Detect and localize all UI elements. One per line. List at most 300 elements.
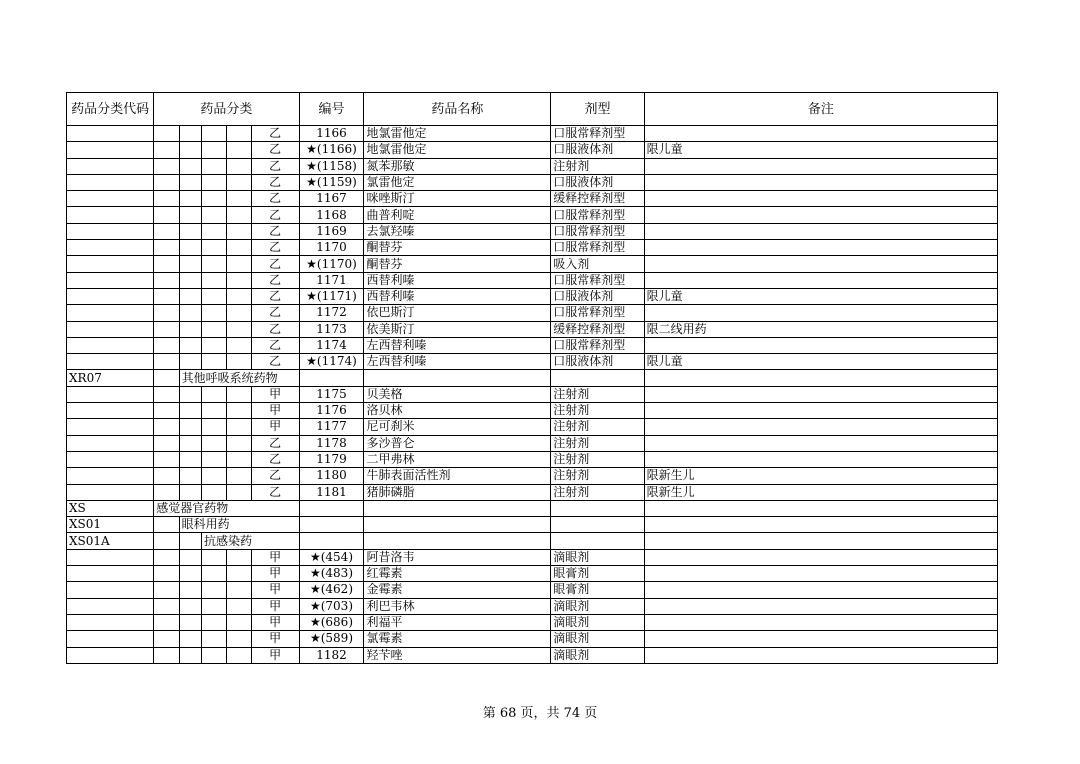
cell-l1 — [154, 435, 179, 451]
table-row — [67, 419, 998, 435]
cell-l4 — [227, 142, 251, 158]
cell-name: 去氯羟嗪 — [364, 223, 551, 239]
cell-name: 左西替利嗪 — [364, 337, 551, 353]
cell-no: 1172 — [299, 305, 364, 321]
cell-remark: 限儿童 — [644, 142, 997, 158]
cell-form: 口服常释剂型 — [551, 305, 644, 321]
cell-l3 — [202, 223, 227, 239]
table-row — [67, 451, 998, 467]
table-row — [67, 305, 998, 321]
cell-l2 — [179, 142, 201, 158]
cell-remark — [644, 126, 997, 142]
table-row — [67, 240, 998, 256]
cell-name — [364, 370, 551, 386]
cell-no: ★(1158) — [299, 158, 364, 174]
cell-l1 — [154, 158, 179, 174]
cell-l2 — [179, 549, 201, 565]
cell-cls: 乙 — [251, 207, 299, 223]
cell-remark — [644, 500, 997, 516]
cell-cls: 甲 — [251, 403, 299, 419]
cell-l2 — [179, 451, 201, 467]
cell-l3 — [202, 305, 227, 321]
page-number: 第 68 页，共 74 页 — [482, 706, 598, 721]
cell-l3 — [202, 647, 227, 663]
cell-l1 — [154, 305, 179, 321]
cell-cls: 乙 — [251, 288, 299, 304]
cell-l3 — [202, 403, 227, 419]
cell-remark: 限新生儿 — [644, 468, 997, 484]
cell-l3 — [202, 142, 227, 158]
cell-code — [67, 582, 154, 598]
cell-l4 — [227, 354, 251, 370]
cell-no: 1179 — [299, 451, 364, 467]
cell-no: 1171 — [299, 272, 364, 288]
cell-l2 — [179, 305, 201, 321]
cell-no — [299, 517, 364, 533]
cell-cls: 乙 — [251, 451, 299, 467]
cell-name: 利福平 — [364, 614, 551, 630]
cell-form: 口服常释剂型 — [551, 207, 644, 223]
cell-l2 — [179, 614, 201, 630]
cell-cls: 甲 — [251, 614, 299, 630]
cell-cls: 乙 — [251, 321, 299, 337]
table-row — [67, 500, 998, 516]
cell-l4 — [227, 451, 251, 467]
cell-l1 — [154, 191, 179, 207]
cell-name: 左西替利嗪 — [364, 354, 551, 370]
cell-l4 — [227, 386, 251, 402]
cell-code — [67, 223, 154, 239]
cell-cls: 乙 — [251, 272, 299, 288]
cell-l3 — [202, 598, 227, 614]
cell-code: XR07 — [67, 370, 154, 386]
cell-l1: 感觉器官药物 — [154, 500, 299, 516]
table-row — [67, 435, 998, 451]
cell-form — [551, 500, 644, 516]
cell-code — [67, 256, 154, 272]
cell-name: 尼可刹米 — [364, 419, 551, 435]
cell-remark — [644, 174, 997, 190]
cell-no: 1169 — [299, 223, 364, 239]
cell-l4 — [227, 305, 251, 321]
cell-l4 — [227, 614, 251, 630]
table-row — [67, 631, 998, 647]
cell-l2 — [179, 354, 201, 370]
cell-l1 — [154, 240, 179, 256]
cell-no: 1167 — [299, 191, 364, 207]
table-row — [67, 533, 998, 549]
table-row — [67, 614, 998, 630]
cell-cls: 乙 — [251, 223, 299, 239]
cell-name: 利巴韦林 — [364, 598, 551, 614]
cell-remark — [644, 370, 997, 386]
cell-no — [299, 533, 364, 549]
cell-form: 眼膏剂 — [551, 566, 644, 582]
cell-l3 — [202, 174, 227, 190]
cell-l1 — [154, 647, 179, 663]
table-row — [67, 288, 998, 304]
table-row — [67, 370, 998, 386]
cell-cls: 乙 — [251, 191, 299, 207]
cell-name: 氯雷他定 — [364, 174, 551, 190]
cell-form: 口服液体剂 — [551, 174, 644, 190]
cell-cls: 甲 — [251, 598, 299, 614]
cell-remark — [644, 272, 997, 288]
cell-remark — [644, 582, 997, 598]
cell-remark — [644, 305, 997, 321]
cell-no: 1173 — [299, 321, 364, 337]
cell-l2 — [179, 126, 201, 142]
cell-code: XS — [67, 500, 154, 516]
cell-form: 注射剂 — [551, 158, 644, 174]
cell-l2 — [179, 158, 201, 174]
cell-no — [299, 370, 364, 386]
cell-form: 注射剂 — [551, 435, 644, 451]
cell-l3 — [202, 386, 227, 402]
table-row — [67, 354, 998, 370]
cell-form: 眼膏剂 — [551, 582, 644, 598]
header-number: 编号 — [299, 93, 364, 126]
cell-form: 注射剂 — [551, 403, 644, 419]
cell-form: 滴眼剂 — [551, 614, 644, 630]
cell-form: 注射剂 — [551, 468, 644, 484]
cell-l1 — [154, 321, 179, 337]
cell-name: 氮苯那敏 — [364, 158, 551, 174]
cell-form: 注射剂 — [551, 484, 644, 500]
cell-cls: 乙 — [251, 305, 299, 321]
cell-l3 — [202, 566, 227, 582]
cell-cls: 甲 — [251, 386, 299, 402]
table-row — [67, 549, 998, 565]
cell-code — [67, 549, 154, 565]
cell-code — [67, 419, 154, 435]
cell-l4 — [227, 240, 251, 256]
header-category: 药品分类 — [154, 93, 299, 126]
cell-l3 — [202, 272, 227, 288]
cell-remark: 限新生儿 — [644, 484, 997, 500]
cell-code — [67, 142, 154, 158]
cell-l1 — [154, 582, 179, 598]
cell-l4 — [227, 337, 251, 353]
cell-code — [67, 337, 154, 353]
drug-catalog-table — [66, 92, 998, 664]
cell-l4 — [227, 598, 251, 614]
cell-code — [67, 484, 154, 500]
cell-cls: 乙 — [251, 174, 299, 190]
cell-l2 — [179, 582, 201, 598]
cell-cls: 乙 — [251, 158, 299, 174]
cell-l2 — [179, 191, 201, 207]
cell-form: 滴眼剂 — [551, 598, 644, 614]
cell-name: 金霉素 — [364, 582, 551, 598]
cell-no: 1166 — [299, 126, 364, 142]
cell-l1 — [154, 517, 179, 533]
cell-cls: 甲 — [251, 647, 299, 663]
cell-cls: 乙 — [251, 142, 299, 158]
table-row — [67, 272, 998, 288]
table-row — [67, 142, 998, 158]
cell-l1 — [154, 207, 179, 223]
cell-no: ★(1166) — [299, 142, 364, 158]
cell-l2 — [179, 386, 201, 402]
cell-l3 — [202, 435, 227, 451]
cell-no: 1170 — [299, 240, 364, 256]
table-row — [67, 517, 998, 533]
table-row — [67, 598, 998, 614]
cell-form: 滴眼剂 — [551, 631, 644, 647]
cell-name: 咪唑斯汀 — [364, 191, 551, 207]
table-row — [67, 484, 998, 500]
header-remark: 备注 — [644, 93, 997, 126]
cell-code — [67, 647, 154, 663]
cell-no: 1168 — [299, 207, 364, 223]
cell-l1 — [154, 256, 179, 272]
cell-name: 曲普利啶 — [364, 207, 551, 223]
cell-no: ★(1171) — [299, 288, 364, 304]
cell-form: 口服常释剂型 — [551, 337, 644, 353]
cell-remark — [644, 386, 997, 402]
cell-code — [67, 468, 154, 484]
table-row — [67, 647, 998, 663]
table-row — [67, 403, 998, 419]
cell-l4 — [227, 582, 251, 598]
cell-remark — [644, 207, 997, 223]
table-body — [67, 126, 998, 664]
cell-l2 — [179, 533, 201, 549]
cell-no: ★(1159) — [299, 174, 364, 190]
table-row — [67, 256, 998, 272]
cell-cls: 甲 — [251, 631, 299, 647]
cell-form: 口服常释剂型 — [551, 272, 644, 288]
cell-l3 — [202, 419, 227, 435]
cell-cls: 甲 — [251, 549, 299, 565]
cell-l1 — [154, 126, 179, 142]
cell-remark — [644, 435, 997, 451]
cell-code — [67, 614, 154, 630]
cell-code — [67, 272, 154, 288]
cell-remark — [644, 549, 997, 565]
cell-code — [67, 598, 154, 614]
cell-code — [67, 321, 154, 337]
cell-l1 — [154, 451, 179, 467]
cell-l1 — [154, 631, 179, 647]
cell-cls: 乙 — [251, 468, 299, 484]
cell-form: 注射剂 — [551, 451, 644, 467]
cell-form: 滴眼剂 — [551, 647, 644, 663]
cell-no: 1180 — [299, 468, 364, 484]
cell-no: 1175 — [299, 386, 364, 402]
cell-cls: 乙 — [251, 435, 299, 451]
cell-l4 — [227, 566, 251, 582]
cell-l1 — [154, 533, 179, 549]
cell-form — [551, 533, 644, 549]
cell-remark — [644, 191, 997, 207]
cell-l2 — [179, 419, 201, 435]
table-row — [67, 321, 998, 337]
cell-name: 氯霉素 — [364, 631, 551, 647]
cell-l2: 其他呼吸系统药物 — [179, 370, 299, 386]
cell-l4 — [227, 647, 251, 663]
cell-l4 — [227, 419, 251, 435]
table-row — [67, 582, 998, 598]
cell-form: 口服液体剂 — [551, 288, 644, 304]
cell-name: 羟苄唑 — [364, 647, 551, 663]
cell-l2 — [179, 240, 201, 256]
table-row — [67, 191, 998, 207]
cell-l3 — [202, 451, 227, 467]
cell-no: ★(589) — [299, 631, 364, 647]
cell-no: ★(462) — [299, 582, 364, 598]
cell-l2 — [179, 566, 201, 582]
cell-remark — [644, 223, 997, 239]
cell-form: 口服常释剂型 — [551, 240, 644, 256]
cell-l2: 眼科用药 — [179, 517, 299, 533]
cell-l4 — [227, 158, 251, 174]
cell-no: ★(1170) — [299, 256, 364, 272]
cell-remark — [644, 517, 997, 533]
cell-name: 猪肺磷脂 — [364, 484, 551, 500]
cell-code — [67, 566, 154, 582]
cell-l3 — [202, 582, 227, 598]
cell-remark — [644, 647, 997, 663]
cell-l3 — [202, 240, 227, 256]
cell-l1 — [154, 288, 179, 304]
cell-l2 — [179, 435, 201, 451]
cell-l4 — [227, 126, 251, 142]
table-row — [67, 337, 998, 353]
cell-l2 — [179, 647, 201, 663]
cell-no: 1178 — [299, 435, 364, 451]
cell-l1 — [154, 598, 179, 614]
cell-l1 — [154, 484, 179, 500]
cell-remark — [644, 158, 997, 174]
cell-name — [364, 533, 551, 549]
cell-code — [67, 207, 154, 223]
header-name: 药品名称 — [364, 93, 551, 126]
cell-l4 — [227, 256, 251, 272]
cell-l2 — [179, 468, 201, 484]
cell-name: 贝美格 — [364, 386, 551, 402]
cell-remark — [644, 566, 997, 582]
cell-l3 — [202, 354, 227, 370]
cell-l3 — [202, 256, 227, 272]
cell-l2 — [179, 484, 201, 500]
cell-form: 缓释控释剂型 — [551, 191, 644, 207]
cell-form: 口服常释剂型 — [551, 223, 644, 239]
cell-code — [67, 288, 154, 304]
cell-l2 — [179, 272, 201, 288]
cell-l2 — [179, 337, 201, 353]
cell-code — [67, 354, 154, 370]
cell-l1 — [154, 370, 179, 386]
table-row — [67, 158, 998, 174]
cell-code — [67, 191, 154, 207]
cell-l1 — [154, 142, 179, 158]
cell-remark — [644, 451, 997, 467]
cell-l4 — [227, 468, 251, 484]
cell-code — [67, 451, 154, 467]
cell-name: 地氯雷他定 — [364, 142, 551, 158]
cell-l1 — [154, 386, 179, 402]
cell-l4 — [227, 272, 251, 288]
cell-code — [67, 631, 154, 647]
cell-code — [67, 435, 154, 451]
cell-l1 — [154, 354, 179, 370]
cell-l4 — [227, 288, 251, 304]
cell-remark — [644, 240, 997, 256]
cell-remark — [644, 533, 997, 549]
cell-name: 洛贝林 — [364, 403, 551, 419]
cell-l4 — [227, 435, 251, 451]
cell-code: XS01A — [67, 533, 154, 549]
cell-no: ★(686) — [299, 614, 364, 630]
cell-name: 酮替芬 — [364, 240, 551, 256]
cell-cls: 甲 — [251, 419, 299, 435]
cell-l3 — [202, 337, 227, 353]
cell-cls: 乙 — [251, 126, 299, 142]
cell-l3 — [202, 158, 227, 174]
cell-code — [67, 240, 154, 256]
cell-l4 — [227, 484, 251, 500]
cell-no: 1181 — [299, 484, 364, 500]
cell-l1 — [154, 337, 179, 353]
cell-remark — [644, 598, 997, 614]
cell-l3 — [202, 207, 227, 223]
table-row — [67, 386, 998, 402]
cell-l1 — [154, 419, 179, 435]
cell-form: 注射剂 — [551, 386, 644, 402]
cell-remark — [644, 337, 997, 353]
cell-name — [364, 517, 551, 533]
cell-cls: 甲 — [251, 582, 299, 598]
header-form: 剂型 — [551, 93, 644, 126]
cell-l4 — [227, 549, 251, 565]
cell-l3 — [202, 484, 227, 500]
cell-l3 — [202, 191, 227, 207]
cell-l4 — [227, 631, 251, 647]
cell-name: 地氯雷他定 — [364, 126, 551, 142]
cell-no: ★(454) — [299, 549, 364, 565]
cell-name: 二甲弗林 — [364, 451, 551, 467]
cell-name — [364, 500, 551, 516]
table-header-row — [67, 93, 998, 126]
cell-no: ★(483) — [299, 566, 364, 582]
cell-form — [551, 370, 644, 386]
cell-remark — [644, 403, 997, 419]
cell-code: XS01 — [67, 517, 154, 533]
cell-cls: 乙 — [251, 337, 299, 353]
cell-remark — [644, 419, 997, 435]
cell-cls: 乙 — [251, 256, 299, 272]
cell-no: ★(1174) — [299, 354, 364, 370]
cell-l1 — [154, 223, 179, 239]
cell-l2 — [179, 207, 201, 223]
cell-no: ★(703) — [299, 598, 364, 614]
cell-code — [67, 174, 154, 190]
cell-form — [551, 517, 644, 533]
cell-remark: 限儿童 — [644, 354, 997, 370]
cell-code — [67, 305, 154, 321]
cell-remark — [644, 256, 997, 272]
cell-cls: 乙 — [251, 484, 299, 500]
cell-l2 — [179, 631, 201, 647]
cell-code — [67, 126, 154, 142]
cell-name: 酮替芬 — [364, 256, 551, 272]
table-row — [67, 126, 998, 142]
cell-l3 — [202, 126, 227, 142]
cell-no: 1182 — [299, 647, 364, 663]
cell-l1 — [154, 403, 179, 419]
